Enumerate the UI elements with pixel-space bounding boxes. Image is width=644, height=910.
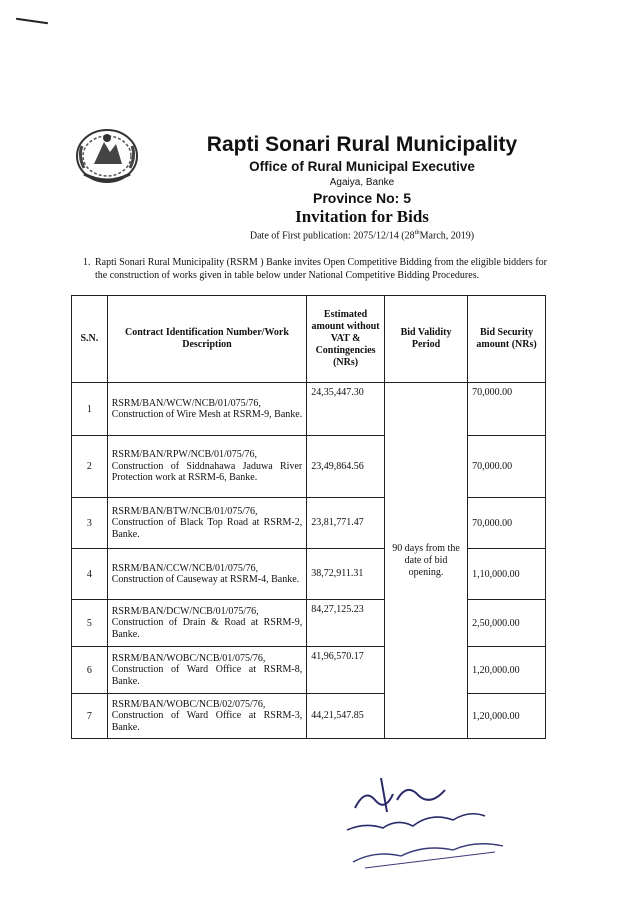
bids-table <box>71 295 546 739</box>
row-sn: 4 <box>72 549 108 600</box>
header-description: Contract Identification Number/Work Description <box>107 296 307 383</box>
row-amount: 84,27,125.23 <box>307 600 385 647</box>
intro-text: Rapti Sonari Rural Municipality (RSRM ) Banke invites Open Competitive Bidding from the eligible bidders for the construction of works given in table below under National Competitive Bidding Procedures. <box>95 257 547 281</box>
row-sn: 1 <box>72 383 108 436</box>
row-security: 70,000.00 <box>468 498 546 549</box>
row-sn: 5 <box>72 600 108 647</box>
header-validity: Bid Validity Period <box>384 296 467 383</box>
row-description <box>107 647 307 694</box>
office-name: Office of Rural Municipal Executive <box>249 159 475 174</box>
province-label: Province No: 5 <box>312 190 412 206</box>
work-description: Construction of Wire Mesh at RSRM-9, Banke. <box>111 409 303 420</box>
row-description <box>107 383 307 436</box>
table-row <box>72 694 546 739</box>
row-description <box>107 549 307 600</box>
bid-validity: 90 days from the date of bid opening. <box>384 383 467 739</box>
contract-code: RSRM/BAN/CCW/NCB/01/075/76, <box>111 562 259 574</box>
row-amount: 41,96,570.17 <box>307 647 385 694</box>
header-security: Bid Security amount (NRs) <box>468 296 546 383</box>
table-row <box>72 498 546 549</box>
row-sn: 7 <box>72 694 108 739</box>
notice-title: Invitation for Bids <box>295 207 429 226</box>
row-amount: 23,81,771.47 <box>307 498 385 549</box>
handwritten-signature <box>335 760 525 880</box>
work-description: Construction of Ward Office at RSRM-3, Banke. <box>111 710 303 733</box>
work-description: Construction of Ward Office at RSRM-8, Banke. <box>111 664 303 687</box>
row-amount: 44,21,547.85 <box>307 694 385 739</box>
contract-code: RSRM/BAN/WOBC/NCB/02/075/76, <box>111 698 266 710</box>
row-amount: 38,72,911.31 <box>307 549 385 600</box>
header-sn: S.N. <box>72 296 108 383</box>
row-amount: 23,49,864.56 <box>307 436 385 498</box>
row-sn: 6 <box>72 647 108 694</box>
work-description: Construction of Siddnahawa Jaduwa River Protection work at RSRM-6, Banke. <box>111 460 303 484</box>
row-sn: 2 <box>72 436 108 498</box>
row-security: 70,000.00 <box>468 383 546 436</box>
table-row <box>72 383 546 436</box>
intro-paragraph <box>83 257 547 282</box>
contract-code: RSRM/BAN/DCW/NCB/01/075/76, <box>111 605 259 617</box>
work-description: Construction of Black Top Road at RSRM-2, Banke. <box>111 517 303 540</box>
header-amount: Estimated amount without VAT & Contingencies (NRs) <box>307 296 385 383</box>
intro-number: 1. <box>83 257 91 268</box>
table-row <box>72 549 546 600</box>
table-row <box>72 600 546 647</box>
row-description <box>107 436 307 498</box>
row-security: 1,10,000.00 <box>468 549 546 600</box>
row-description <box>107 694 307 739</box>
row-description <box>107 498 307 549</box>
table-row <box>72 436 546 498</box>
contract-code: RSRM/BAN/BTW/NCB/01/075/76, <box>111 505 258 517</box>
row-security: 70,000.00 <box>468 436 546 498</box>
scan-mark <box>16 18 48 24</box>
contract-code: RSRM/BAN/RPW/NCB/01/075/76, <box>111 449 257 461</box>
municipality-title: Rapti Sonari Rural Municipality <box>206 133 518 156</box>
row-security: 2,50,000.00 <box>468 600 546 647</box>
contract-code: RSRM/BAN/WCW/NCB/01/075/76, <box>111 397 261 409</box>
work-description: Construction of Drain & Road at RSRM-9, Banke. <box>111 617 303 640</box>
row-amount: 24,35,447.30 <box>307 383 385 436</box>
row-description <box>107 600 307 647</box>
table-row <box>72 647 546 694</box>
row-security: 1,20,000.00 <box>468 694 546 739</box>
table-header-row <box>72 296 546 383</box>
contract-code: RSRM/BAN/WOBC/NCB/01/075/76, <box>111 652 266 664</box>
office-location: Agaiya, Banke <box>329 177 395 188</box>
work-description: Construction of Causeway at RSRM-4, Banke. <box>111 574 300 585</box>
publication-date: Date of First publication: 2075/12/14 (28thMarch, 2019) <box>249 229 475 242</box>
row-sn: 3 <box>72 498 108 549</box>
row-security: 1,20,000.00 <box>468 647 546 694</box>
